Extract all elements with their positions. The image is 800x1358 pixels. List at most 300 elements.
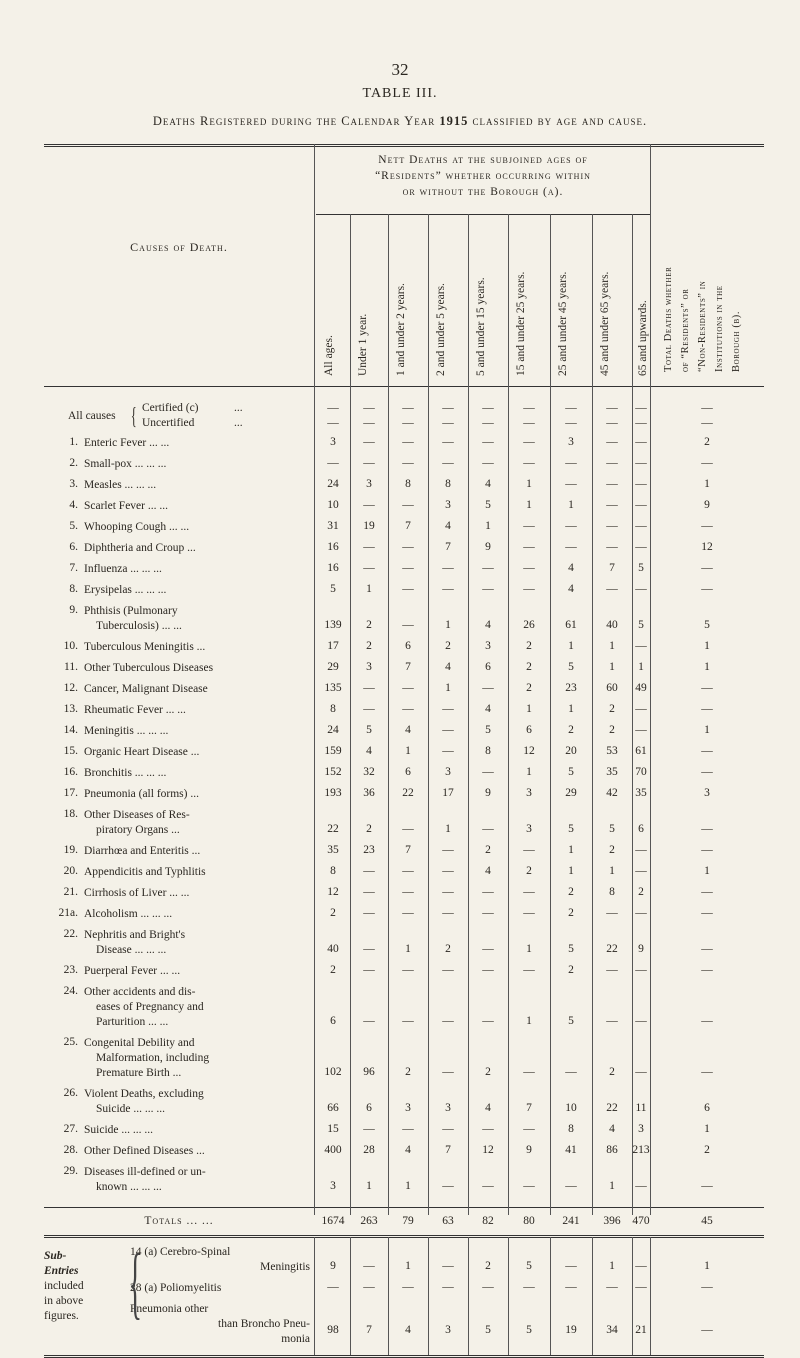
value-cell: 7	[405, 661, 411, 673]
value-cell: —	[482, 562, 494, 574]
value-cell: 4	[405, 724, 411, 736]
value-cell: —	[402, 562, 414, 574]
value-cell: —	[701, 562, 713, 574]
column-divider	[592, 214, 593, 1215]
value-cell: —	[402, 499, 414, 511]
table-row	[44, 808, 764, 842]
value-cell: —	[402, 964, 414, 976]
sub-entry-cell: 5	[485, 1324, 491, 1336]
value-cell: —	[565, 1066, 577, 1078]
value-cell: —	[565, 520, 577, 532]
value-cell: 6	[330, 1015, 336, 1027]
value-cell: 1	[609, 1180, 615, 1192]
uncertified-cell: —	[701, 417, 713, 429]
value-cell: 24	[327, 724, 339, 736]
cause-name	[84, 562, 314, 577]
age-column-header: 25 and under 45 years.	[557, 271, 569, 376]
value-cell: 1	[445, 682, 451, 694]
sub-entry-cell: 5	[526, 1324, 532, 1336]
table-subtitle	[0, 114, 800, 129]
value-cell: —	[606, 1015, 618, 1027]
totals-cell: 63	[442, 1215, 454, 1227]
table-row	[44, 661, 764, 680]
cause-name-line: Malformation, including	[96, 1052, 210, 1064]
value-cell: 9	[704, 499, 710, 511]
value-cell: 2	[609, 724, 615, 736]
value-cell: 7	[526, 1102, 532, 1114]
table-row	[44, 724, 764, 743]
value-cell: —	[523, 457, 535, 469]
cause-name-line: Influenza ... ... ...	[84, 563, 162, 575]
table-row	[44, 583, 764, 602]
value-cell: —	[363, 499, 375, 511]
value-cell: —	[482, 823, 494, 835]
column-divider	[388, 214, 389, 1215]
cause-name-line: Other Tuberculous Diseases	[84, 662, 214, 674]
value-cell: 4	[485, 619, 491, 631]
age-column-header: 1 and under 2 years.	[395, 283, 407, 376]
cause-name-line: Violent Deaths, excluding	[84, 1088, 204, 1100]
value-cell: —	[363, 703, 375, 715]
value-cell: 102	[324, 1066, 342, 1078]
value-cell: 16	[327, 562, 339, 574]
value-cell: —	[701, 745, 713, 757]
value-cell: 2	[366, 823, 372, 835]
value-cell: —	[701, 823, 713, 835]
cause-name	[84, 661, 314, 676]
value-cell: 3	[330, 1180, 336, 1192]
value-cell: 26	[523, 619, 535, 631]
cause-name-line: Premature Birth ...	[96, 1067, 182, 1079]
value-cell: 53	[606, 745, 618, 757]
value-cell: 1	[366, 583, 372, 595]
cause-name-line: Erysipelas ... ... ...	[84, 584, 167, 596]
certified-cell: —	[565, 402, 577, 414]
value-cell: —	[363, 541, 375, 553]
value-cell: —	[363, 886, 375, 898]
subtitle-suffix: classified by age and cause.	[472, 114, 648, 128]
value-cell: 61	[565, 619, 577, 631]
table-row	[44, 436, 764, 455]
value-cell: —	[523, 1066, 535, 1078]
value-cell: 1	[704, 724, 710, 736]
value-cell: 1	[704, 640, 710, 652]
cause-name-line: Other Defined Diseases ...	[84, 1145, 205, 1157]
cause-number: 6.	[69, 541, 78, 553]
cause-name-line: Appendicitis and Typhlitis	[84, 866, 206, 878]
value-cell: —	[363, 436, 375, 448]
cause-name-line: Parturition ... ...	[96, 1016, 169, 1028]
sub-entry-name-line: 14 (a) Cerebro-Spinal	[130, 1246, 231, 1258]
cause-name	[84, 640, 314, 655]
value-cell: 10	[565, 1102, 577, 1114]
cause-name	[84, 766, 314, 781]
value-cell: 5	[638, 562, 644, 574]
value-cell: 10	[327, 499, 339, 511]
value-cell: 2	[609, 1066, 615, 1078]
value-cell: —	[482, 943, 494, 955]
value-cell: —	[442, 457, 454, 469]
value-cell: 1	[638, 661, 644, 673]
sub-entries-label	[44, 1249, 114, 1324]
cause-number: 23.	[63, 964, 78, 976]
value-cell: —	[635, 436, 647, 448]
value-cell: 1	[405, 943, 411, 955]
table-row	[44, 907, 764, 926]
total-header-line: of “Residents” or	[680, 288, 691, 372]
certified-cell: —	[363, 402, 375, 414]
totals-row	[44, 1215, 764, 1233]
value-cell: 41	[565, 1144, 577, 1156]
totals-cell: 80	[523, 1215, 535, 1227]
value-cell: —	[402, 886, 414, 898]
value-cell: —	[701, 907, 713, 919]
totals-bottom-rule	[44, 1235, 764, 1238]
value-cell: 35	[606, 766, 618, 778]
value-cell: —	[606, 499, 618, 511]
value-cell: —	[523, 886, 535, 898]
table-row	[44, 886, 764, 905]
table-row	[44, 1165, 764, 1199]
cause-number: 27.	[63, 1123, 78, 1135]
cause-name-line: Diarrhœa and Enteritis ...	[84, 845, 201, 857]
nett-header-rule	[316, 214, 650, 215]
value-cell: 20	[565, 745, 577, 757]
value-cell: —	[482, 1015, 494, 1027]
value-cell: 23	[363, 844, 375, 856]
value-cell: —	[442, 583, 454, 595]
value-cell: 3	[526, 823, 532, 835]
cause-number: 7.	[69, 562, 78, 574]
value-cell: —	[363, 964, 375, 976]
value-cell: —	[442, 844, 454, 856]
column-divider	[508, 214, 509, 1215]
cause-number: 5.	[69, 520, 78, 532]
value-cell: 35	[635, 787, 647, 799]
value-cell: —	[606, 964, 618, 976]
value-cell: 96	[363, 1066, 375, 1078]
cause-name	[84, 436, 314, 451]
value-cell: —	[442, 724, 454, 736]
value-cell: —	[635, 907, 647, 919]
column-divider	[314, 144, 315, 1215]
value-cell: —	[402, 1123, 414, 1135]
value-cell: 8	[405, 478, 411, 490]
table-row	[44, 787, 764, 806]
value-cell: —	[482, 1123, 494, 1135]
value-cell: 159	[324, 745, 342, 757]
value-cell: —	[701, 1180, 713, 1192]
value-cell: 15	[327, 1123, 339, 1135]
value-cell: —	[327, 457, 339, 469]
cause-name-line: Small-pox ... ... ...	[84, 458, 167, 470]
value-cell: 17	[442, 787, 454, 799]
value-cell: 2	[330, 907, 336, 919]
cause-name	[84, 964, 314, 979]
sub-entry-cell: —	[606, 1281, 618, 1293]
value-cell: 35	[327, 844, 339, 856]
value-cell: —	[363, 562, 375, 574]
value-cell: —	[402, 865, 414, 877]
value-cell: —	[635, 457, 647, 469]
sub-entries-label-line: included	[44, 1280, 84, 1292]
value-cell: —	[402, 1015, 414, 1027]
cause-number: 17.	[63, 787, 78, 799]
cause-name-line: Diphtheria and Croup ...	[84, 542, 196, 554]
column-divider	[632, 214, 633, 1215]
value-cell: —	[442, 1123, 454, 1135]
value-cell: 31	[327, 520, 339, 532]
value-cell: 4	[609, 1123, 615, 1135]
table-title: TABLE III.	[362, 86, 438, 101]
value-cell: 2	[485, 1066, 491, 1078]
value-cell: —	[606, 457, 618, 469]
value-cell: 8	[568, 1123, 574, 1135]
sub-entry-row	[44, 1245, 764, 1279]
table-row	[44, 766, 764, 785]
total-header-line: “Non-Residents” in	[697, 280, 708, 372]
cause-name-line: Alcoholism ... ... ...	[84, 908, 173, 920]
value-cell: 6	[526, 724, 532, 736]
totals-cell: 263	[360, 1215, 378, 1227]
certified-cell: —	[606, 402, 618, 414]
value-cell: 29	[565, 787, 577, 799]
value-cell: —	[701, 457, 713, 469]
cause-name	[84, 703, 314, 718]
value-cell: 2	[445, 943, 451, 955]
value-cell: 2	[405, 1066, 411, 1078]
certified-dots: ...	[234, 402, 243, 414]
value-cell: 12	[482, 1144, 494, 1156]
table-row	[44, 928, 764, 962]
uncertified-cell: —	[635, 417, 647, 429]
value-cell: 1	[704, 1123, 710, 1135]
uncertified-cell: —	[523, 417, 535, 429]
uncertified-cell: —	[442, 417, 454, 429]
cause-name	[84, 457, 314, 472]
value-cell: —	[701, 703, 713, 715]
value-cell: 42	[606, 787, 618, 799]
value-cell: 3	[366, 661, 372, 673]
cause-name-line: Measles ... ... ...	[84, 479, 157, 491]
cause-name-line: Nephritis and Bright's	[84, 929, 186, 941]
value-cell: 1	[568, 640, 574, 652]
value-cell: —	[402, 541, 414, 553]
total-header-text	[660, 150, 745, 372]
value-cell: 2	[568, 886, 574, 898]
value-cell: —	[565, 457, 577, 469]
value-cell: 5	[485, 499, 491, 511]
value-cell: 7	[609, 562, 615, 574]
table-row	[44, 1087, 764, 1121]
nett-header-line: or without the Borough (a).	[402, 186, 564, 198]
cause-name	[84, 604, 314, 634]
value-cell: 5	[609, 823, 615, 835]
cause-name	[84, 478, 314, 493]
column-divider	[428, 214, 429, 1215]
value-cell: 2	[609, 703, 615, 715]
cause-name-line: Other Diseases of Res-	[84, 809, 190, 821]
value-cell: —	[482, 457, 494, 469]
subtitle-prefix: Deaths Registered during the Calendar Year	[152, 114, 436, 128]
uncertified-cell: —	[402, 417, 414, 429]
nett-deaths-header	[316, 152, 650, 200]
value-cell: 4	[485, 865, 491, 877]
cause-number: 19.	[63, 844, 78, 856]
sub-entry-cell: —	[363, 1281, 375, 1293]
value-cell: 6	[485, 661, 491, 673]
value-cell: 135	[324, 682, 342, 694]
value-cell: 8	[445, 478, 451, 490]
value-cell: 9	[485, 541, 491, 553]
value-cell: —	[701, 943, 713, 955]
table-row	[44, 964, 764, 983]
value-cell: 1	[526, 1015, 532, 1027]
value-cell: 1	[526, 703, 532, 715]
table-row	[44, 844, 764, 863]
value-cell: 1	[366, 1180, 372, 1192]
nett-header-line: “Residents” whether occurring within	[375, 170, 591, 182]
sub-entry-cell: 9	[330, 1260, 336, 1272]
sub-entry-cell: —	[565, 1281, 577, 1293]
value-cell: 193	[324, 787, 342, 799]
cause-number: 26.	[63, 1087, 78, 1099]
value-cell: 1	[526, 499, 532, 511]
value-cell: 5	[568, 661, 574, 673]
cause-name-line: Pneumonia (all forms) ...	[84, 788, 199, 800]
cause-number: 20.	[63, 865, 78, 877]
uncertified-cell: —	[327, 417, 339, 429]
cause-number: 10.	[63, 640, 78, 652]
value-cell: 7	[445, 1144, 451, 1156]
value-cell: 4	[445, 661, 451, 673]
value-cell: 152	[324, 766, 342, 778]
value-cell: 3	[366, 478, 372, 490]
value-cell: —	[565, 1180, 577, 1192]
cause-name	[84, 682, 314, 697]
cause-name-line: Bronchitis ... ... ...	[84, 767, 167, 779]
value-cell: 66	[327, 1102, 339, 1114]
value-cell: 2	[609, 844, 615, 856]
value-cell: —	[635, 478, 647, 490]
cause-number: 29.	[63, 1165, 78, 1177]
value-cell: 1	[704, 865, 710, 877]
value-cell: 1	[568, 844, 574, 856]
sub-entries-label-line: Sub-	[44, 1250, 67, 1262]
sub-entry-cell: —	[701, 1281, 713, 1293]
value-cell: 6	[366, 1102, 372, 1114]
value-cell: 139	[324, 619, 342, 631]
value-cell: 5	[330, 583, 336, 595]
value-cell: 2	[526, 865, 532, 877]
cause-name-line: eases of Pregnancy and	[96, 1001, 204, 1013]
cause-name	[84, 886, 314, 901]
value-cell: 9	[638, 943, 644, 955]
value-cell: 28	[363, 1144, 375, 1156]
value-cell: —	[701, 1066, 713, 1078]
sub-entries-label-line: figures.	[44, 1310, 79, 1322]
value-cell: —	[482, 1180, 494, 1192]
value-cell: —	[482, 907, 494, 919]
sub-entry-name-line: monia	[281, 1333, 310, 1345]
totals-cell: 241	[562, 1215, 580, 1227]
table-row	[44, 478, 764, 497]
value-cell: 1	[609, 865, 615, 877]
value-cell: 2	[568, 724, 574, 736]
value-cell: 2	[704, 1144, 710, 1156]
table-row	[44, 1123, 764, 1142]
value-cell: 9	[526, 1144, 532, 1156]
cause-name	[84, 499, 314, 514]
value-cell: 3	[638, 1123, 644, 1135]
sub-entry-cell: —	[327, 1281, 339, 1293]
value-cell: —	[635, 541, 647, 553]
value-cell: —	[606, 436, 618, 448]
table-row	[44, 865, 764, 884]
value-cell: —	[363, 682, 375, 694]
table-row	[44, 520, 764, 539]
value-cell: —	[701, 682, 713, 694]
uncertified-cell: —	[482, 417, 494, 429]
value-cell: —	[565, 478, 577, 490]
column-divider	[468, 214, 469, 1215]
cause-name-line: Tuberculosis) ... ...	[96, 620, 182, 632]
value-cell: 8	[485, 745, 491, 757]
sub-entry-cell: 21	[635, 1324, 647, 1336]
subtitle-year: 1915	[439, 114, 469, 128]
value-cell: 1	[405, 1180, 411, 1192]
value-cell: 3	[330, 436, 336, 448]
value-cell: 1	[445, 823, 451, 835]
value-cell: 5	[568, 1015, 574, 1027]
totals-cell: 470	[632, 1215, 650, 1227]
value-cell: 3	[568, 436, 574, 448]
sub-entry-name	[130, 1302, 310, 1347]
cause-number: 16.	[63, 766, 78, 778]
cause-name-line: Diseases ill-defined or un-	[84, 1166, 206, 1178]
uncertified-dots: ...	[234, 417, 243, 429]
value-cell: 29	[327, 661, 339, 673]
value-cell: —	[523, 907, 535, 919]
certified-cell: —	[701, 402, 713, 414]
cause-name	[84, 1165, 314, 1195]
value-cell: 1	[704, 478, 710, 490]
column-divider	[550, 1237, 551, 1355]
value-cell: 23	[565, 682, 577, 694]
value-cell: 32	[363, 766, 375, 778]
table-row	[44, 1036, 764, 1085]
value-cell: 2	[704, 436, 710, 448]
certified-cell: —	[523, 402, 535, 414]
page-number: 32	[391, 60, 409, 79]
uncertified-cell: —	[565, 417, 577, 429]
value-cell: 1	[609, 640, 615, 652]
totals-label: Totals ... ...	[144, 1215, 214, 1227]
table-row	[44, 682, 764, 701]
cause-number: 21a.	[58, 907, 78, 919]
value-cell: 7	[405, 520, 411, 532]
value-cell: 1	[445, 619, 451, 631]
value-cell: —	[402, 457, 414, 469]
value-cell: 1	[609, 661, 615, 673]
age-column-header: 15 and under 25 years.	[515, 271, 527, 376]
totals-top-rule	[44, 1207, 764, 1208]
value-cell: —	[635, 865, 647, 877]
brace-icon: {	[130, 404, 137, 430]
column-divider	[650, 144, 651, 1215]
value-cell: 49	[635, 682, 647, 694]
value-cell: —	[606, 520, 618, 532]
